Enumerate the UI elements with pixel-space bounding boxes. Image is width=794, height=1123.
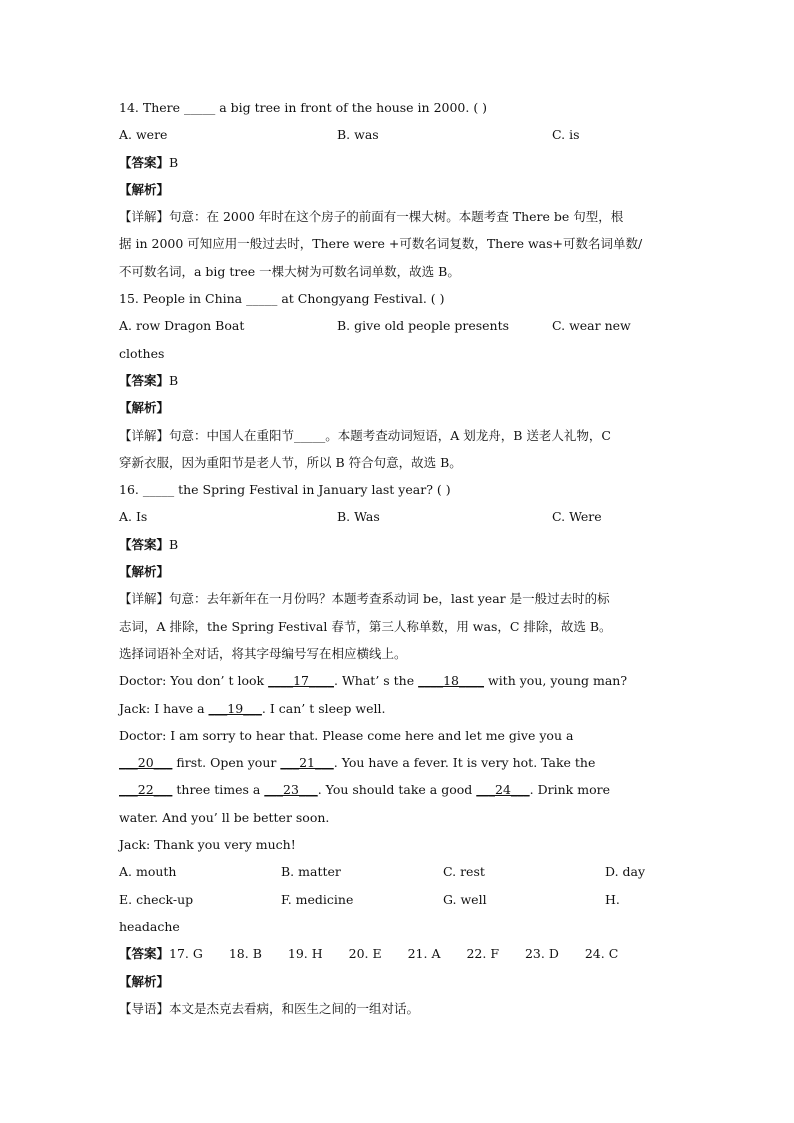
answer-tag: 【答案】 — [119, 536, 170, 552]
dialogue-line — [119, 667, 679, 694]
word-option: D. day — [605, 864, 646, 880]
q15-detail-line: 【详解】句意：中国人在重阳节_____。本题考查动词短语，A 划龙舟，B 送老人礼物，C — [119, 427, 611, 443]
dialogue-text: with you, young man? — [484, 673, 628, 689]
answer-tag: 【答案】 — [119, 946, 170, 962]
dialogue-line — [119, 776, 679, 803]
q15-option-b: B. give old people presents — [337, 318, 510, 334]
answer-tag: 【答案】 — [119, 154, 170, 170]
blank-19: ___19___ — [208, 700, 262, 716]
q16-detail-line: 【详解】句意：去年新年在一月份吗？本题考查系动词 be，last year 是一般过去时的标 — [119, 591, 610, 607]
word-option: F. medicine — [281, 891, 354, 907]
blank-20: ___20___ — [119, 755, 173, 771]
answer-item: 22. F — [466, 946, 499, 962]
q14-detail-line: 据 in 2000 可知应用一般过去时，There were +可数名词复数，There was+可数名词单数/ — [119, 236, 643, 252]
dialogue-line — [119, 749, 679, 776]
q16-option-a: A. Is — [119, 509, 148, 525]
answer-value: B — [169, 372, 179, 388]
word-option: E. check-up — [119, 891, 194, 907]
q14-options — [119, 121, 679, 148]
intro-line: 【导语】本文是杰克去看病，和医生之间的一组对话。 — [119, 1000, 420, 1016]
answer-item: 17. G — [169, 946, 203, 962]
word-option: C. rest — [443, 864, 485, 880]
q16-analysis-tag: 【解析】 — [119, 564, 170, 580]
answer-item: 20. E — [348, 946, 382, 962]
word-option: B. matter — [281, 864, 341, 880]
section-instruction: 选择词语补全对话，将其字母编号写在相应横线上。 — [119, 645, 407, 661]
word-bank-row — [119, 886, 679, 913]
dialogue-text: . You have a fever. It is very hot. Take the — [333, 755, 596, 771]
word-option: A. mouth — [119, 864, 177, 880]
q15-options — [119, 312, 679, 339]
document-page — [119, 94, 679, 1022]
blank-24: ___24___ — [476, 782, 530, 798]
q16-answer — [119, 531, 679, 558]
answer-item: 23. D — [524, 946, 559, 962]
q14-detail-line: 不可数名词，a big tree 一棵大树为可数名词单数，故选 B。 — [119, 263, 460, 279]
q14-detail-line: 【详解】句意：在 2000 年时在这个房子的前面有一棵大树。本题考查 There be 句型，根 — [119, 209, 624, 225]
blank-21: ___21___ — [280, 755, 334, 771]
dialogue-text: three times a — [172, 782, 265, 798]
dialogue-text: Doctor: You don’ t look — [119, 673, 269, 689]
q15-stem: 15. People in China _____ at Chongyang Festival. ( ) — [119, 291, 445, 307]
analysis-tag: 【解析】 — [119, 973, 170, 989]
q14-answer — [119, 149, 679, 176]
q16-detail-line: 志词，A 排除，the Spring Festival 春节，第三人称单数，用 was，C 排除，故选 B。 — [119, 618, 612, 634]
q15-option-c: C. wear new — [552, 318, 631, 334]
q16-option-b: B. Was — [337, 509, 380, 525]
answer-item: 19. H — [287, 946, 323, 962]
answer-item: 18. B — [228, 946, 262, 962]
q16-option-c: C. Were — [552, 509, 602, 525]
blank-22: ___22___ — [119, 782, 173, 798]
blank-23: ___23___ — [264, 782, 318, 798]
blank-17: ____17____ — [268, 673, 334, 689]
answer-tag: 【答案】 — [119, 372, 170, 388]
dialogue-text: . I can’ t sleep well. — [261, 700, 386, 716]
q15-detail-line: 穿新衣服，因为重阳节是老人节，所以 B 符合句意，故选 B。 — [119, 454, 462, 470]
q16-options — [119, 503, 679, 530]
q14-analysis-tag: 【解析】 — [119, 181, 170, 197]
word-option: H. — [605, 891, 620, 907]
dialogue-text: first. Open your — [172, 755, 281, 771]
answer-item: 24. C — [584, 946, 619, 962]
dialogue-text: . What’ s the — [334, 673, 419, 689]
word-option-h-cont: headache — [119, 918, 180, 934]
q14-stem: 14. There _____ a big tree in front of the house in 2000. ( ) — [119, 100, 488, 115]
dialogue-line: water. And you’ ll be better soon. — [119, 809, 330, 825]
answer-value: B — [169, 154, 179, 170]
blank-18: ____18____ — [418, 673, 485, 689]
q14-option-c: C. is — [552, 127, 580, 143]
dialogue-text: . Drink more — [529, 782, 610, 798]
answer-value: B — [169, 536, 179, 552]
q15-option-c-cont: clothes — [119, 345, 165, 361]
q15-option-a: A. row Dragon Boat — [119, 318, 245, 334]
dialogue-line: Jack: Thank you very much! — [119, 837, 296, 853]
dialogue-line: Doctor: I am sorry to hear that. Please come here and let me give you a — [119, 727, 574, 743]
q15-analysis-tag: 【解析】 — [119, 400, 170, 416]
dialogue-text: . You should take a good — [317, 782, 477, 798]
dialogue-text: Jack: I have a — [119, 700, 209, 716]
q14-option-a: A. were — [119, 127, 168, 143]
word-bank-row — [119, 858, 679, 885]
word-option: G. well — [443, 891, 487, 907]
dialogue-line — [119, 695, 679, 722]
answer-item: 21. A — [407, 946, 441, 962]
q16-stem: 16. _____ the Spring Festival in January last year? ( ) — [119, 482, 451, 498]
q15-answer — [119, 367, 679, 394]
answers-17-24 — [119, 940, 679, 967]
q14-option-b: B. was — [337, 127, 379, 143]
